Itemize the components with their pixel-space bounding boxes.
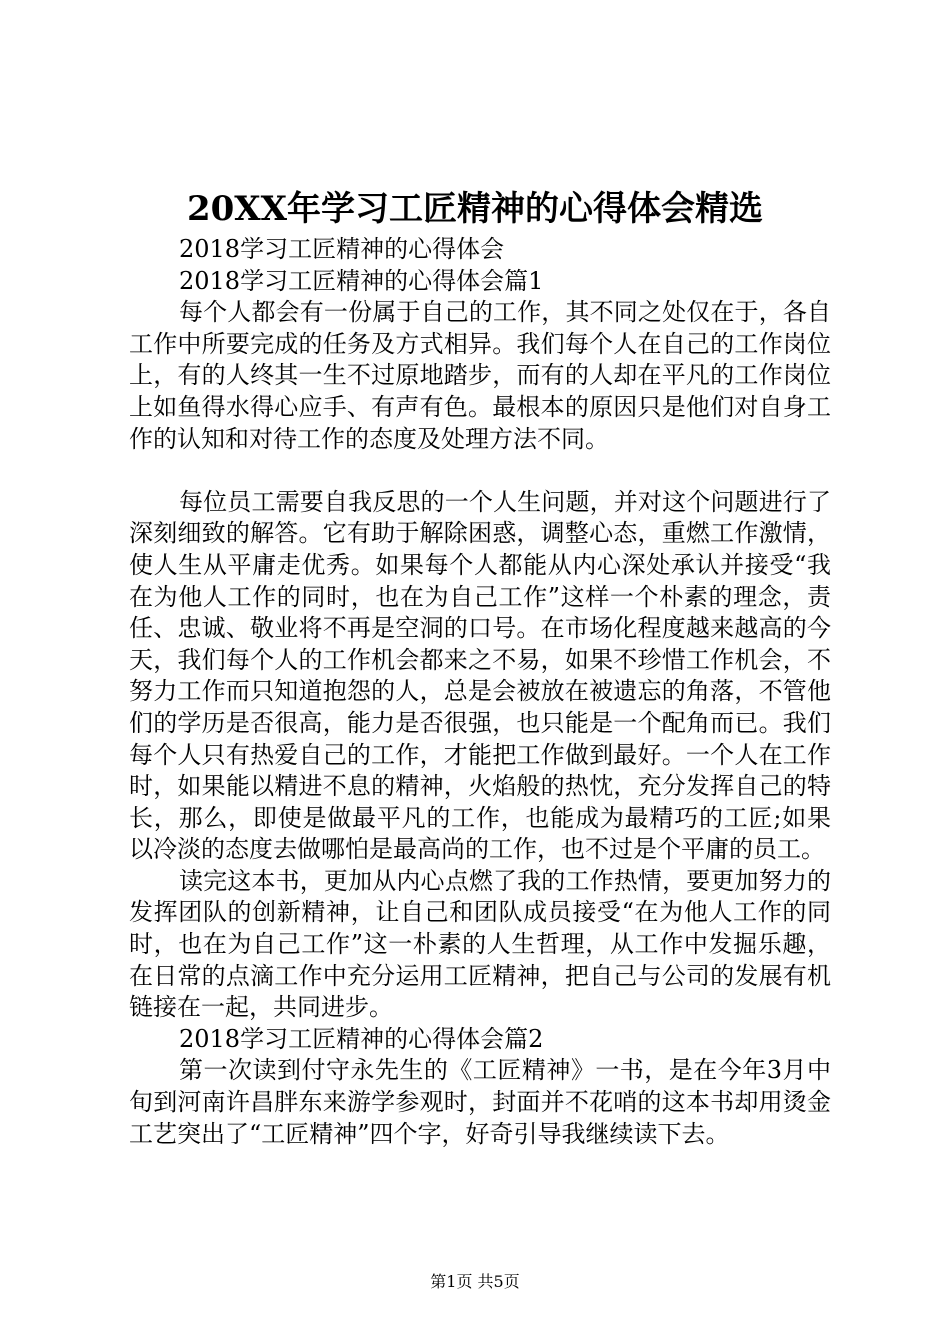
body-paragraph: 读完这本书，更加从内心点燃了我的工作热情，要更加努力的发挥团队的创新精神，让自己和团队成员接受“在为他人工作的同时，也在为自己工作”这一朴素的人生哲理，从工作中发掘乐趣，在日常的点滴工作中充分运用工匠精神，把自己与公司的发展有机链接在一起，共同进步。 [129, 866, 831, 1022]
body-paragraph: 每位员工需要自我反思的一个人生问题，并对这个问题进行了深刻细致的解答。它有助于解除困惑，调整心态，重燃工作激情，使人生从平庸走优秀。如果每个人都能从内心深处承认并接受“我在为他人工作的同时，也在为自己工作”这样一个朴素的理念，责任、忠诚、敬业将不再是空洞的口号。在市场化程度越来越高的今天，我们每个人的工作机会都来之不易，如果不珍惜工作机会，不努力工作而只知道抱怨的人，总是会被放在被遗忘的角落，不管他们的学历是否很高，能力是否很强，也只能是一个配角而已。我们每个人只有热爱自己的工作，才能把工作做到最好。一个人在工作时，如果能以精进不息的精神，火焰般的热忱，充分发挥自己的特长，那么，即使是做最平凡的工作，也能成为最精巧的工匠;如果以冷淡的态度去做哪怕是最高尚的工作，也不过是个平庸的员工。 [129, 487, 831, 864]
section-heading-2: 2018学习工匠精神的心得体会篇2 [179, 1024, 544, 1053]
page-footer: 第1页 共5页 [430, 1272, 520, 1291]
document-body [129, 234, 831, 1150]
subtitle-line: 2018学习工匠精神的心得体会 [179, 235, 505, 263]
body-paragraph: 每个人都会有一份属于自己的工作，其不同之处仅在于，各自工作中所要完成的任务及方式相异。我们每个人在自己的工作岗位上，有的人终其一生不过原地踏步，而有的人却在平凡的工作岗位上如鱼得水得心应手、有声有色。最根本的原因只是他们对自身工作的认知和对待工作的态度及处理方法不同。 [129, 298, 831, 453]
document-title: 20XX年学习工匠精神的心得体会精选 [186, 189, 764, 229]
section-heading-1: 2018学习工匠精神的心得体会篇1 [179, 266, 544, 295]
blank-line [129, 455, 831, 487]
body-paragraph: 第一次读到付守永先生的《工匠精神》一书，是在今年3月中旬到河南许昌胖东来游学参观时，封面并不花哨的这本书却用烫金工艺突出了“工匠精神”四个字，好奇引导我继续读下去。 [129, 1056, 831, 1148]
